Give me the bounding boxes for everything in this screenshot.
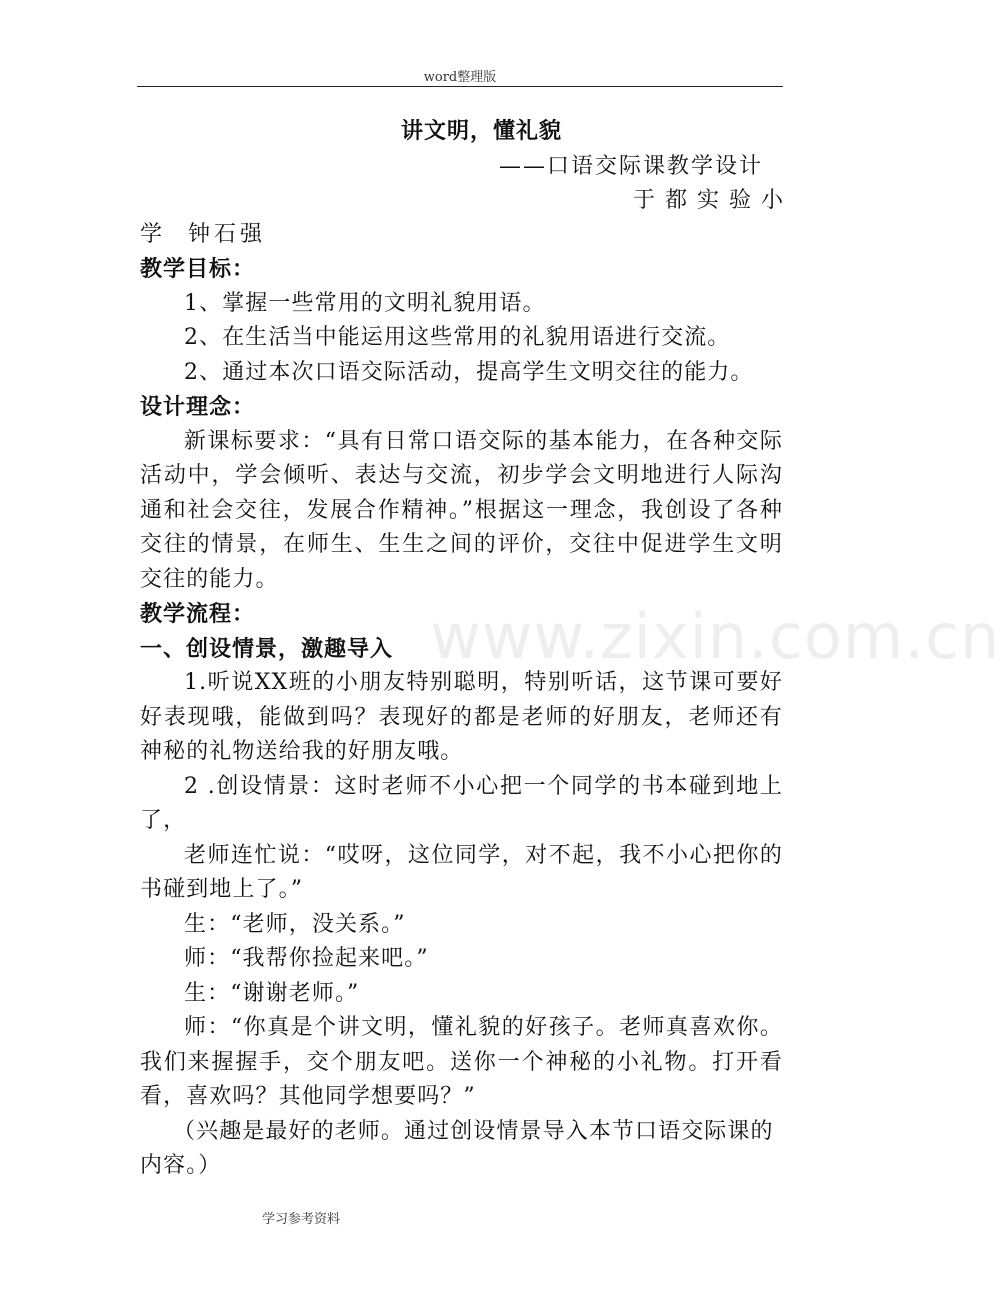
document-subtitle: ——口语交际课教学设计 [498,154,763,179]
concept-heading: 设计理念： [140,394,256,420]
dialogue-line: 生：“老师，没关系。” [184,911,406,937]
section-heading: 一、创设情景，激趣导入 [140,635,394,662]
dialogue-line: 师：“我帮你捡起来吧。” [184,946,429,971]
author-school: 于都实验小 [632,188,793,213]
author-school-end: 学 [140,222,167,247]
section-paragraph: 1.听说XX班的小朋友特别聪明，特别听话，这节课可要好好表现哦，能做到吗？表现好的都是老师的好朋友，老师还有神秘的礼物送给我的好朋友哦。 [140,670,783,764]
objectives-heading: 教学目标： [140,256,256,282]
author-name: 钟石强 [188,222,267,247]
page-header: word整理版 [423,70,497,85]
process-heading: 教学流程： [140,601,256,627]
section-paragraph: 2 .创设情景：这时老师不小心把一个同学的书本碰到地上了， [140,773,783,833]
page-footer: 学习参考资料 [262,1212,341,1227]
teaching-note: （兴趣是最好的老师。通过创设情景导入本节口语交际课的内容。） [140,1118,774,1178]
document-title: 讲文明，懂礼貌 [400,118,562,144]
dialogue-line: 生：“谢谢老师。” [184,980,360,1006]
header-divider [137,86,783,87]
objective-item: 2、通过本次口语交际活动，提高学生文明交往的能力。 [184,359,754,385]
watermark: www.zixin.com.cn [430,600,1000,673]
author-line [140,218,783,252]
objective-item: 2、在生活当中能运用这些常用的礼貌用语进行交流。 [184,325,731,350]
objective-item: 1、掌握一些常用的文明礼貌用语。 [184,290,546,316]
document-body [140,112,793,1184]
section-paragraph: 老师连忙说：“哎呀，这位同学，对不起，我不小心把你的书碰到地上了。” [140,842,783,902]
dialogue-line: 师：“你真是个讲文明，懂礼貌的好孩子。老师真喜欢你。我们来握握手，交个朋友吧。送你一个神秘的小礼物。打开看看，喜欢吗？其他同学想要吗？” [140,1015,783,1109]
concept-paragraph: 新课标要求：“具有日常口语交际的基本能力，在各种交际活动中，学会倾听、表达与交流，初步学会文明地进行人际沟通和社会交往，发展合作精神。”根据这一理念，我创设了各种交往的情景，在师生、生生之间的评价，交往中促进学生文明交往的能力。 [140,428,783,592]
